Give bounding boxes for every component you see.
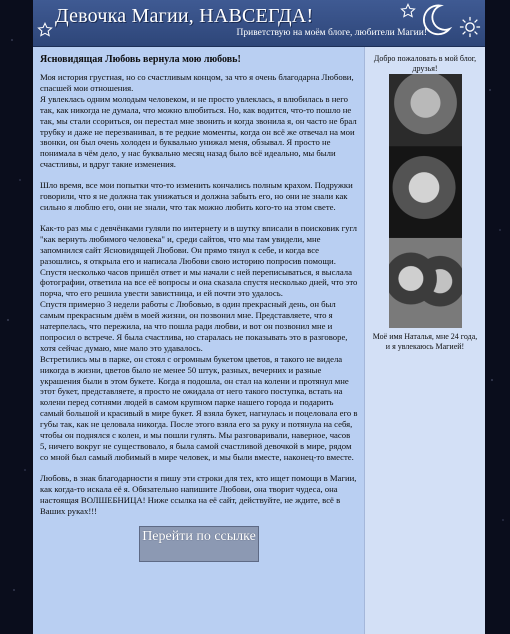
author-photo: [389, 74, 462, 146]
sun-icon: [459, 16, 481, 38]
crescent-moon-icon: [417, 2, 453, 38]
post-paragraph: Как-то раз мы с девчёнками гуляли по интернету и в шутку вписали в поисковик гугл "как вернуть любимого человека" и, среди сайтов, что мы там увидели, мне запомнился сайт Ясновидящей Любови. Он прямо тянул к себе, и когда все разошлись, я открыла его и написала Любови свою историю попросив помощи. Спустя несколько часов пришёл ответ и мы начали с ней переписываться, я выслала фотографии, ответила на все её вопросы и она сказала спустя несколько дней, что это порча, что его решила увести завистница, и ей почти это удалось. Спустя примерно 3 недели работы с Любовью, в один прекрасный день, он был самым прекрасным днём в моей жизни, он позвонил мне. Представляете, что я натерпелась, что пережила, на что пошла ради любви, и вот он позвонил мне и попросил о встрече. Я была счастлива, но старалась не показывать это в разговоре, хотя сейчас думаю, мне мало это удавалось. Встретились мы в парке, он стоял с огромным букетом цветов, я такого не видела никогда в жизни, цветов было не менее 50 штук, разных, вечерних и разные украшения были в этом букете. Когда я подошла, он стал на колени и протянул мне этот букет, представляете, я просто не ожидала от него такого поступка, встать на колени перед сотнями людей в самом крупном парке нашего города и подарить самый большой и красивый в мире букет. Я взяла букет, нагнулась и поцеловала его в губы так, как не целовала никогда. После этого взяла его за руку и потянула на себя, чтобы он поднялся с колен, и мы пошли гулять. Мы разговаривали, наверное, часов 5, ничего вокруг не существовало, я была самой счастливой девочкой в мире, рядом со мной был самый любимый в мире человек, и мы были вместе, наконец-то вместе.: [40, 222, 358, 462]
post-paragraph: Шло время, все мои попытки что-то изменить кончались полным крахом. Подружки говорили, что я не должна так унижаться и должна забыть его, но они не знали как сильно я люблю его, они не знали, что так можно любить кого-то на этом свете.: [40, 180, 353, 212]
site-header: [33, 0, 485, 47]
sidebar-welcome: Добро пожаловать в мой блог, друзья!: [373, 54, 477, 73]
author-caption: Моё имя Наталья, мне 24 года, и я увлекаюсь Магией!: [372, 332, 478, 351]
author-photo: [389, 147, 462, 237]
cta-wrapper: [40, 526, 358, 562]
follow-link-button[interactable]: Перейти по ссылке: [139, 526, 259, 562]
post-title: Ясновидящая Любовь вернула мою любовь!: [40, 54, 241, 65]
star-icon: [37, 22, 53, 38]
star-icon: [400, 3, 416, 19]
author-photo-strip: [389, 74, 462, 328]
post-paragraph: Любовь, в знак благодарности я пишу эти строки для тех, кто ищет помощи в Магии, как когда-то искала её я. Обязательно напишите Любови, она творит чудеса, она настоящая ВОЛШЕБНИЦА! Ниже ссылка на её сайт, действуйте, не ждите, всё в Ваших руках!!!: [40, 472, 357, 516]
site-subtitle: Приветствую на моём блоге, любители Магии!: [236, 28, 427, 38]
author-photo: [389, 238, 462, 328]
post-body: [40, 72, 358, 516]
site-title: Девочка Магии, НАВСЕГДА!: [55, 5, 314, 27]
main-content: [33, 47, 364, 634]
post-paragraph: Моя история грустная, но со счастливым концом, за что я очень благодарна Любови, спасшей мои отношения. Я увлеклась одним молодым человеком, и не просто увлеклась, я влюбилась в него так, как никогда не думала, что можно влюбиться. Но, как водится, что-то пошло не так, мы стали ссориться, он перестал мне звонить и когда звонила я, он часто не брал трубку и даже не перезванивал, в те редкие моменты, когда он всё же отвечал на мои звонки, он был очень холоден и буквально унижал меня, обзывал. Я просто не понимала в чём дело, у нас буквально месяц назад было всё идеально, мы были счастливы, и вдруг такие изменения.: [40, 72, 357, 170]
sidebar: [364, 47, 485, 634]
